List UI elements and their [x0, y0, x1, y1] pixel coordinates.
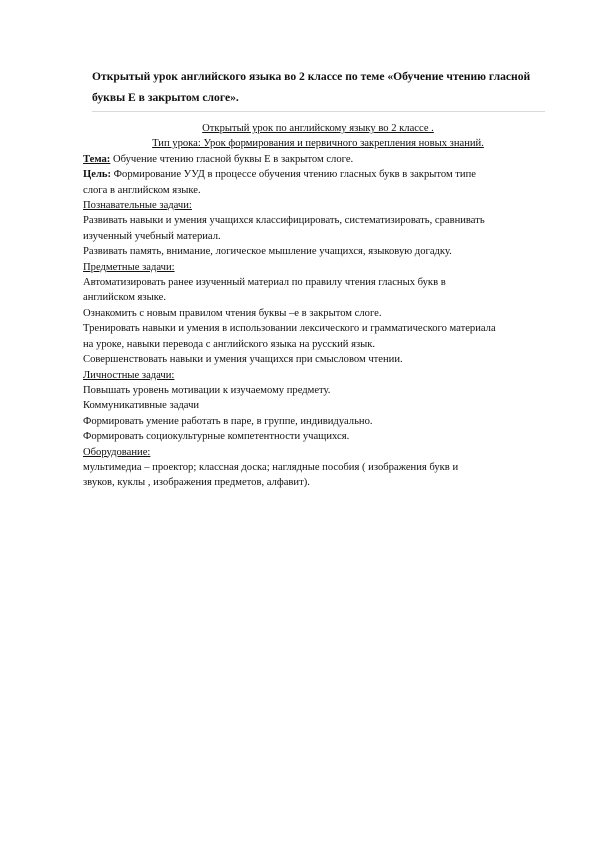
subject-task-2: Ознакомить с новым правилом чтения буквы –е в закрытом слоге.: [83, 307, 382, 319]
communicative-tasks-header: Коммуникативные задачи: [83, 400, 200, 412]
equipment-list: мультимедиа – проектор; классная доска; наглядные пособия ( изображения букв и: [83, 461, 459, 473]
cognitive-task-2: Развивать память, внимание, логическое мышление учащихся, языковую догадку.: [83, 246, 452, 258]
personal-task-1: Повышать уровень мотивации к изучаемому предмету.: [83, 384, 331, 396]
goal-label: Цель:: [83, 169, 112, 181]
cognitive-task-1-cont: изученный учебный материал.: [83, 230, 221, 242]
divider: [92, 111, 545, 112]
title-line-1: Открытый урок английского языка во 2 классе по теме «Обучение чтению гласной: [92, 70, 531, 83]
title-line-2: буквы Е в закрытом слоге».: [92, 91, 239, 104]
subject-task-3-cont: на уроке, навыки перевода с английского языка на русский язык.: [83, 338, 376, 350]
subject-tasks-header: Предметные задачи:: [83, 261, 175, 273]
lesson-heading: Открытый урок по английскому языку во 2 классе .: [202, 123, 434, 134]
goal-line: [83, 167, 553, 182]
communicative-task-1: Формировать умение работать в паре, в группе, индивидуально.: [83, 415, 373, 427]
lesson-type: Тип урока: Урок формирования и первичного закрепления новых знаний.: [152, 138, 484, 150]
communicative-task-2: Формировать социокультурные компетентности учащихся.: [83, 431, 350, 443]
cognitive-tasks-header: Познавательные задачи:: [83, 200, 192, 212]
page-title: [92, 66, 552, 108]
subject-task-4: Совершенствовать навыки и умения учащихся при смысловом чтении.: [83, 354, 403, 366]
subject-task-1: Автоматизировать ранее изученный материал по правилу чтения гласных букв в: [83, 277, 446, 289]
cognitive-task-1: Развивать навыки и умения учащихся классифицировать, систематизировать, сравнивать: [83, 215, 485, 227]
goal-line-2: слога в английском языке.: [83, 184, 201, 196]
document-body: [83, 121, 553, 491]
equipment-list-cont: звуков, куклы , изображения предметов, алфавит).: [83, 477, 310, 489]
topic-label: Тема:: [83, 153, 111, 165]
goal-text: Формирование УУД в процессе обучения чтению гласных букв в закрытом типе: [111, 169, 476, 181]
subject-task-1-cont: английском языке.: [83, 292, 166, 304]
topic-line: [83, 152, 553, 167]
personal-tasks-header: Личностные задачи:: [83, 369, 175, 381]
subject-task-3: Тренировать навыки и умения в использовании лексического и грамматического материала: [83, 323, 496, 335]
topic-text: Обучение чтению гласной буквы Е в закрытом слоге.: [110, 153, 354, 165]
equipment-header: Оборудование:: [83, 446, 151, 458]
